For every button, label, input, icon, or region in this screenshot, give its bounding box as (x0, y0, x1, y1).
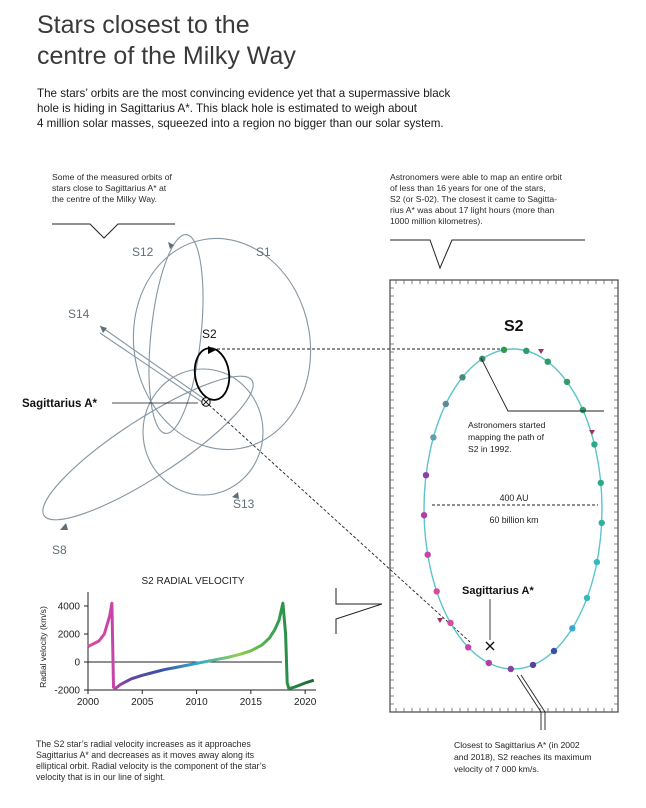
velocity-note (36, 739, 266, 783)
chart-ylabel: Radial velocity (km/s) (38, 606, 48, 688)
orbits-caption-line: stars close to Sagittarius A* at (52, 183, 167, 193)
x-tick-label: 2005 (131, 697, 154, 708)
width-au-label: 400 AU (499, 493, 529, 503)
y-tick-label: 2000 (57, 629, 80, 641)
connector-bottom (209, 405, 470, 642)
sgr-marker-icon (202, 398, 210, 406)
s2-position-dot (430, 434, 436, 440)
s2-position-marker (538, 349, 544, 354)
orbits-callout-line (52, 224, 175, 238)
chart-callout-line (336, 588, 382, 634)
velocity-note-line: Sagittarius A* and decreases as it moves away along its (36, 750, 255, 760)
s2-position-dot (530, 662, 536, 668)
label-sagittarius: Sagittarius A* (22, 398, 97, 410)
s2-callout-line (390, 240, 585, 268)
s2-panel (390, 280, 618, 730)
label-s14: S14 (68, 307, 90, 321)
label-s2: S2 (202, 327, 217, 341)
s2-position-dot (569, 625, 575, 631)
s2-position-dot (447, 620, 453, 626)
s2-position-dot (465, 644, 471, 650)
orbit-s14-b (100, 333, 205, 404)
s2-position-dot (523, 348, 529, 354)
orbit-s8 (28, 356, 268, 540)
s2-position-dot (434, 588, 440, 594)
intro-line-3: 4 million solar masses, squeezed into a region no bigger than our solar system. (37, 117, 444, 130)
closest-note: Closest to Sagittarius A* (in 2002 and 2018), S2 reaches its maximum velocity of 7 000 km/s. (454, 740, 592, 774)
chart-axes (54, 592, 316, 708)
s2-position-dot (508, 666, 514, 672)
arrow-s12-icon (168, 242, 174, 249)
s2-position-dot (594, 559, 600, 565)
start-note: Astronomers started mapping the path of S2 in 1992. (468, 420, 546, 454)
s2-caption-line: rius A* was about 17 light hours (more than (390, 205, 555, 215)
label-s13: S13 (233, 497, 255, 511)
s2-caption-line: of less than 16 years for one of the stars, (390, 183, 546, 193)
orbit-s12 (141, 232, 212, 436)
title-line-1: Stars closest to the (37, 11, 250, 39)
title-line-2: centre of the Milky Way (37, 42, 296, 70)
s2-position-dot (423, 472, 429, 478)
x-tick-label: 2010 (185, 697, 208, 708)
label-s1: S1 (256, 245, 271, 259)
s2-position-dot (551, 648, 557, 654)
orbits-caption-line: the centre of the Milky Way. (52, 194, 158, 204)
velocity-note-line: velocity that is in our line of sight. (36, 772, 166, 782)
s2-position-dot (501, 347, 507, 353)
label-s8: S8 (52, 543, 67, 557)
s2-caption-line: 1000 million kilometres). (390, 216, 483, 226)
s2-position-dot (584, 595, 590, 601)
x-tick-label: 2020 (294, 697, 317, 708)
s2-position-dot (564, 379, 570, 385)
y-tick-label: 0 (74, 657, 80, 669)
velocity-chart (38, 576, 317, 708)
width-km-label: 60 billion km (489, 515, 539, 525)
intro-line-1: The stars’ orbits are the most convincing evidence yet that a supermassive black (37, 87, 451, 100)
closest-note-leader (517, 675, 545, 730)
arrow-s2-icon (208, 346, 216, 354)
s2-position-dot (425, 552, 431, 558)
s2-caption-line: S2 (or S-02). The closest it came to Sagitta- (390, 194, 558, 204)
s2-positions (421, 347, 605, 673)
s2-position-dot (459, 374, 465, 380)
start-note-leader (481, 358, 604, 411)
s2-sgr-marker-icon (486, 642, 494, 650)
s2-position-dot (545, 359, 551, 365)
label-s12: S12 (132, 245, 154, 259)
arrow-s8-icon (60, 523, 68, 530)
velocity-note-line: The S2 star’s radial velocity increases as it approaches (36, 739, 251, 749)
intro-line-2: hole is hiding in Sagittarius A*. This black hole is estimated to weigh about (37, 102, 418, 115)
s2-position-dot (421, 512, 427, 518)
s2-sgr-label: Sagittarius A* (462, 585, 534, 597)
orbits-caption-line: Some of the measured orbits of (52, 172, 172, 182)
x-tick-label: 2000 (76, 697, 100, 708)
chart-title: S2 RADIAL VELOCITY (141, 576, 245, 587)
velocity-series-line (88, 603, 314, 688)
orbits-group (28, 224, 327, 540)
x-tick-label: 2015 (239, 697, 262, 708)
s2-position-dot (443, 401, 449, 407)
s2-title: S2 (504, 318, 524, 335)
s2-position-dot (580, 407, 586, 413)
y-tick-label: 4000 (57, 601, 80, 613)
s2-caption-line: Astronomers were able to map an entire orbit (390, 172, 562, 182)
s2-position-dot (591, 441, 597, 447)
y-tick-label: -2000 (54, 685, 80, 697)
orbit-s14-a (100, 326, 210, 403)
s2-position-marker (589, 430, 595, 435)
s2-position-marker (437, 618, 443, 623)
s2-position-dot (599, 520, 605, 526)
s2-position-dot (486, 660, 492, 666)
velocity-note-line: elliptical orbit. Radial velocity is the component of the star’s (36, 761, 266, 771)
s2-position-dot (598, 480, 604, 486)
